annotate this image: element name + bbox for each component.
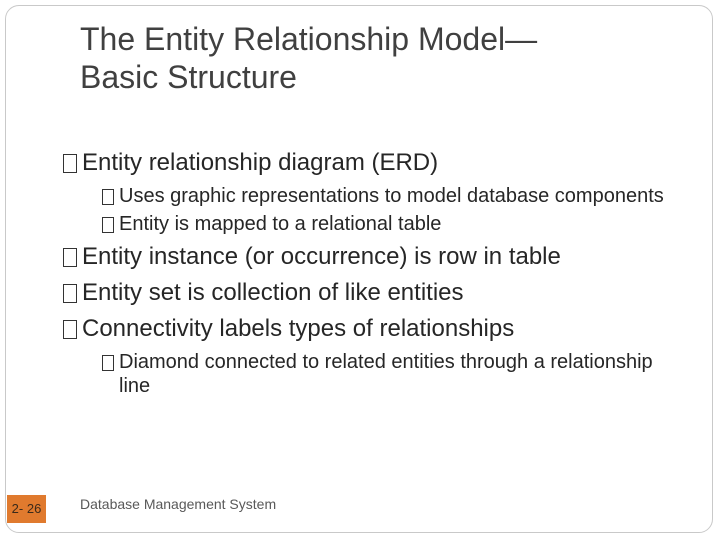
page-number-badge: 2- 26 [7,495,46,523]
slide-title-line2: Basic Structure [80,59,297,95]
bullet-item [62,242,682,271]
bullet-glyph-icon [102,189,114,205]
bullet-glyph-icon [63,284,77,303]
bullet-item [62,278,682,307]
sub-bullet-item [62,350,682,398]
sub-bullet-text: Diamond connected to related entities through a relationship line [119,351,653,397]
bullet-text: Entity instance (or occurrence) is row in table [82,243,561,270]
slide-title [80,20,680,96]
sub-bullet-item [62,212,682,236]
slide-content [62,148,682,402]
sub-bullet-item [62,184,682,208]
bullet-glyph-icon [63,248,77,267]
sub-bullet-text: Uses graphic representations to model database components [119,185,664,207]
bullet-glyph-icon [63,320,77,339]
bullet-text: Connectivity labels types of relationships [82,315,515,342]
bullet-glyph-icon [63,154,77,173]
bullet-glyph-icon [102,355,114,371]
bullet-item [62,314,682,343]
bullet-text: Entity set is collection of like entities [82,279,464,306]
footer-text: Database Management System [80,496,277,512]
slide-title-line1: The Entity Relationship Model— [80,21,538,57]
bullet-glyph-icon [102,217,114,233]
sub-bullet-text: Entity is mapped to a relational table [119,213,442,235]
bullet-item [62,148,682,177]
bullet-text: Entity relationship diagram (ERD) [82,149,439,176]
